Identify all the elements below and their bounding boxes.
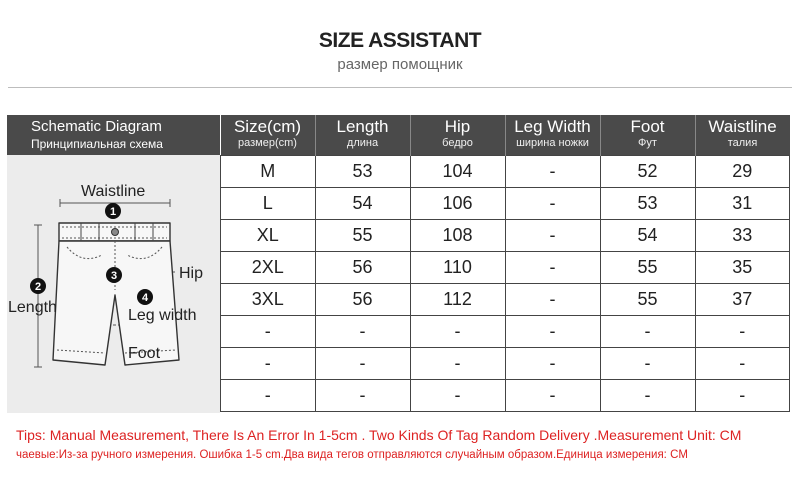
page-title: SIZE ASSISTANT [318, 29, 482, 52]
table-cell: - [221, 348, 316, 380]
diagram-header-en: Schematic Diagram [31, 118, 162, 135]
page-subtitle: размер помощник [337, 56, 463, 73]
table-cell: - [600, 380, 695, 412]
table-cell: 33 [695, 220, 790, 252]
table-cell: 106 [410, 188, 505, 220]
table-cell: - [505, 220, 600, 252]
tip-russian: чаевые:Из-за ручного измерения. Ошибка 1-5 cm.Два вида тегов отправляются случайным образом.Единица измерения: CM [16, 449, 688, 461]
table-cell: - [410, 380, 505, 412]
marker-1: 1 [109, 206, 117, 218]
marker-3: 3 [110, 270, 118, 282]
diagram-header-ru: Принципиальная схема [31, 137, 163, 151]
table-cell: 54 [600, 220, 695, 252]
table-cell: 55 [600, 284, 695, 316]
table-cell: - [600, 316, 695, 348]
table-row [221, 252, 790, 284]
table-cell: XL [221, 220, 316, 252]
table-cell: 108 [410, 220, 505, 252]
table-row [221, 284, 790, 316]
table-row [221, 316, 790, 348]
table-cell: 54 [315, 188, 410, 220]
table-cell: 3XL [221, 284, 316, 316]
table-cell: 2XL [221, 252, 316, 284]
table-cell: - [505, 252, 600, 284]
table-row [221, 220, 790, 252]
table-cell: 31 [695, 188, 790, 220]
col-foot: Foot Фут [600, 115, 695, 156]
table-cell: - [410, 316, 505, 348]
col-hip: Hip бедро [410, 115, 505, 156]
table-cell: - [505, 188, 600, 220]
schematic-diagram [7, 155, 220, 413]
table-cell: - [600, 348, 695, 380]
table-cell: - [505, 348, 600, 380]
label-hip: Hip [179, 265, 204, 282]
marker-4: 4 [141, 292, 149, 304]
col-size: Size(cm) размер(cm) [221, 115, 316, 156]
size-table [220, 115, 790, 412]
table-cell: 55 [600, 252, 695, 284]
table-cell: 53 [315, 156, 410, 188]
table-cell: - [695, 316, 790, 348]
label-waistline: Waistline [81, 183, 146, 200]
table-cell: - [315, 348, 410, 380]
table-cell: - [315, 380, 410, 412]
table-cell: 55 [315, 220, 410, 252]
table-cell: 112 [410, 284, 505, 316]
table-cell: 56 [315, 252, 410, 284]
table-cell: - [221, 380, 316, 412]
table-cell: L [221, 188, 316, 220]
table-cell: 29 [695, 156, 790, 188]
table-row [221, 156, 790, 188]
table-cell: 110 [410, 252, 505, 284]
label-foot: Foot [128, 345, 161, 362]
table-cell: - [695, 348, 790, 380]
table-row [221, 380, 790, 412]
table-cell: 104 [410, 156, 505, 188]
table-cell: - [505, 156, 600, 188]
table-cell: 53 [600, 188, 695, 220]
table-cell: - [505, 284, 600, 316]
table-cell: 52 [600, 156, 695, 188]
col-leg-width: Leg Width ширина ножки [505, 115, 600, 156]
size-table-header [221, 115, 790, 156]
table-cell: - [410, 348, 505, 380]
label-length: Length [8, 299, 57, 316]
table-cell: - [695, 380, 790, 412]
tip-english: Tips: Manual Measurement, There Is An Error In 1-5cm . Two Kinds Of Tag Random Delivery .Measurement Unit: CM [16, 427, 742, 443]
table-row [221, 188, 790, 220]
table-cell: - [221, 316, 316, 348]
table-cell: M [221, 156, 316, 188]
diagram-header [7, 115, 220, 155]
table-cell: 56 [315, 284, 410, 316]
table-cell: - [505, 380, 600, 412]
table-cell: - [315, 316, 410, 348]
table-row [221, 348, 790, 380]
col-length: Length длина [315, 115, 410, 156]
label-leg-width: Leg width [128, 307, 197, 324]
table-cell: - [505, 316, 600, 348]
table-cell: 35 [695, 252, 790, 284]
marker-2: 2 [34, 281, 42, 293]
table-cell: 37 [695, 284, 790, 316]
title-divider [8, 87, 792, 88]
col-waistline: Waistline талия [695, 115, 790, 156]
